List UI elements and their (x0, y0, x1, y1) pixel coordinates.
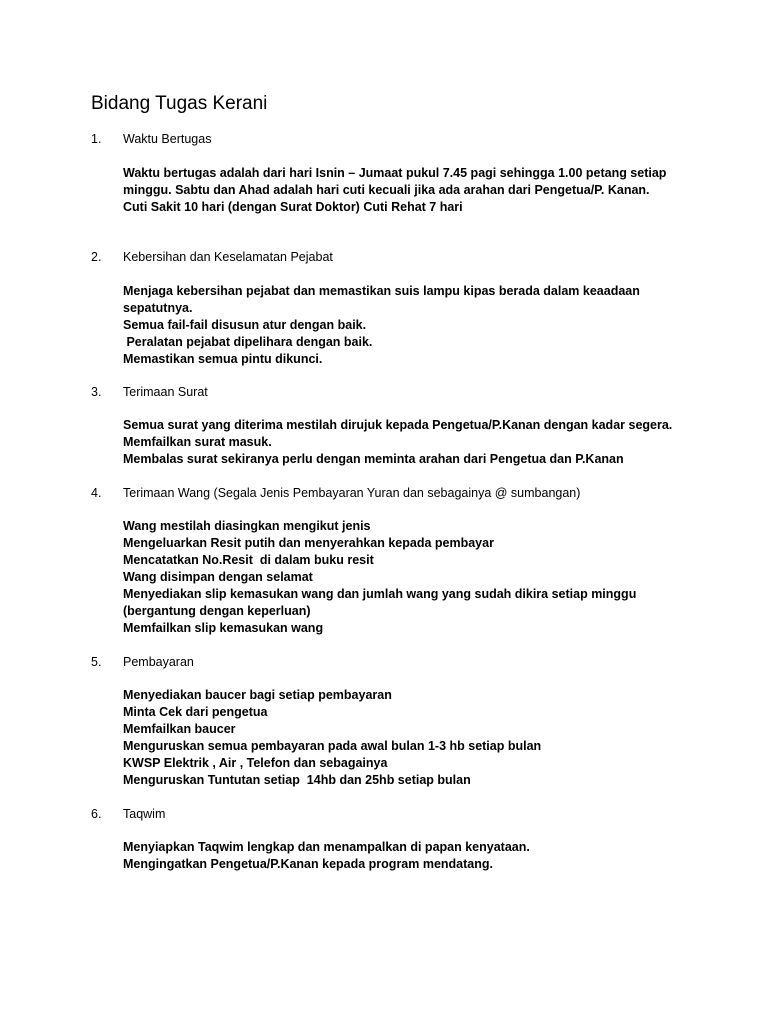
body-line: Mengeluarkan Resit putih dan menyerahkan kepada pembayar (123, 536, 494, 550)
body-line: Wang disimpan dengan selamat (123, 570, 313, 584)
document-title: Bidang Tugas Kerani (91, 93, 268, 114)
section-heading-terimaan-surat (91, 384, 208, 401)
body-line: Minta Cek dari pengetua (123, 705, 268, 719)
section-label: Pembayaran (123, 655, 194, 669)
section-number: 4. (91, 486, 102, 500)
body-line: Menguruskan semua pembayaran pada awal bulan 1-3 hb setiap bulan (123, 739, 542, 753)
body-line: Memfailkan baucer (123, 722, 236, 736)
body-line: Mengingatkan Pengetua/P.Kanan kepada program mendatang. (123, 857, 493, 871)
section-heading-taqwim (91, 806, 165, 823)
section-number: 6. (91, 807, 102, 821)
section-body-kebersihan (123, 283, 683, 368)
body-line: Wang mestilah diasingkan mengikut jenis (123, 519, 371, 533)
section-body-taqwim (123, 839, 683, 873)
body-line: Cuti Sakit 10 hari (dengan Surat Doktor) Cuti Rehat 7 hari (123, 200, 463, 214)
body-line: sepatutnya. (123, 301, 193, 315)
body-line: Mencatatkan No.Resit di dalam buku resit (123, 553, 374, 567)
body-line: Waktu bertugas adalah dari hari Isnin – Jumaat pukul 7.45 pagi sehingga 1.00 petang setiap (123, 166, 667, 180)
section-label: Terimaan Wang (Segala Jenis Pembayaran Yuran dan sebagainya @ sumbangan) (123, 486, 581, 500)
body-line: Menyiapkan Taqwim lengkap dan menampalkan di papan kenyataan. (123, 840, 530, 854)
body-line: minggu. Sabtu dan Ahad adalah hari cuti kecuali jika ada arahan dari Pengetua/P. Kanan. (123, 183, 650, 197)
section-number: 3. (91, 385, 102, 399)
body-line: Memastikan semua pintu dikunci. (123, 352, 323, 366)
section-heading-pembayaran (91, 654, 194, 671)
body-line: Menjaga kebersihan pejabat dan memastikan suis lampu kipas berada dalam keaadaan (123, 284, 640, 298)
body-line: Peralatan pejabat dipelihara dengan baik. (123, 335, 373, 349)
body-line: Memfailkan slip kemasukan wang (123, 621, 324, 635)
body-line: Menyediakan slip kemasukan wang dan jumlah wang yang sudah dikira setiap minggu (123, 587, 637, 601)
body-line: Membalas surat sekiranya perlu dengan meminta arahan dari Pengetua dan P.Kanan (123, 452, 624, 466)
section-number: 5. (91, 655, 102, 669)
body-line: (bergantung dengan keperluan) (123, 604, 311, 618)
body-line: KWSP Elektrik , Air , Telefon dan sebagainya (123, 756, 388, 770)
body-line: Menyediakan baucer bagi setiap pembayaran (123, 688, 392, 702)
body-line: Semua fail-fail disusun atur dengan baik. (123, 318, 367, 332)
section-label: Terimaan Surat (123, 385, 208, 399)
body-line: Menguruskan Tuntutan setiap 14hb dan 25hb setiap bulan (123, 773, 471, 787)
section-heading-kebersihan (91, 249, 333, 266)
section-body-terimaan-surat (123, 417, 683, 468)
section-label: Kebersihan dan Keselamatan Pejabat (123, 250, 333, 264)
section-body-terimaan-wang (123, 518, 683, 637)
section-label: Waktu Bertugas (123, 132, 212, 146)
section-label: Taqwim (123, 807, 166, 821)
section-body-waktu-bertugas (123, 165, 683, 216)
section-number: 1. (91, 132, 102, 146)
section-heading-waktu-bertugas (91, 131, 211, 148)
section-body-pembayaran (123, 687, 683, 789)
body-line: Memfailkan surat masuk. (123, 435, 272, 449)
section-number: 2. (91, 250, 102, 264)
section-heading-terimaan-wang (91, 485, 580, 502)
body-line: Semua surat yang diterima mestilah dirujuk kepada Pengetua/P.Kanan dengan kadar segera. (123, 418, 673, 432)
